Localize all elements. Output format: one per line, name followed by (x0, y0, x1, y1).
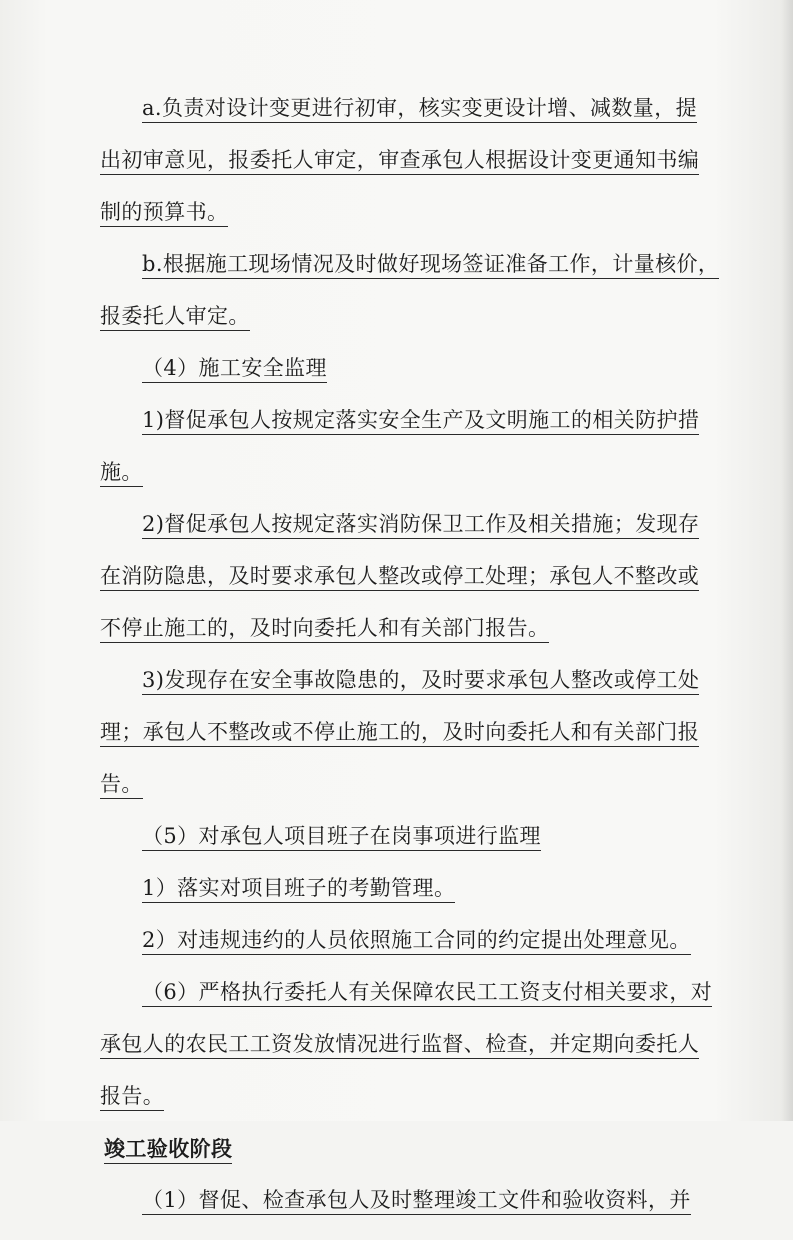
document-body (100, 96, 720, 1240)
page-edge-shadow (781, 0, 793, 1121)
line-text: 出初审意见，报委托人审定，审查承包人根据设计变更通知书编 (100, 148, 699, 175)
line-text: 1)督促承包人按规定落实安全生产及文明施工的相关防护措 (142, 408, 699, 435)
paragraph-line (100, 772, 688, 797)
line-text: 施。 (100, 460, 143, 487)
paragraph-line (100, 1188, 691, 1213)
line-text: 竣工验收阶段 (104, 1136, 232, 1164)
paragraph-line (100, 252, 720, 277)
line-text: 2）对违规违约的人员依照施工合同的约定提出处理意见。 (142, 928, 691, 955)
line-text: 承包人的农民工工资发放情况进行监督、检查，并定期向委托人 (100, 1032, 699, 1059)
paragraph-line (100, 876, 688, 901)
line-text: （6）严格执行委托人有关保障农民工工资支付相关要求，对 (142, 980, 712, 1007)
paragraph-line (100, 148, 700, 173)
line-text: 制的预算书。 (100, 200, 228, 227)
paragraph-line (100, 200, 688, 225)
paragraph-line (100, 408, 700, 433)
line-text: 理；承包人不整改或不停止施工的，及时向委托人和有关部门报 (100, 720, 699, 747)
stage-heading (100, 1136, 688, 1161)
paragraph-line (100, 1032, 700, 1057)
paragraph-line (100, 1084, 688, 1109)
line-text: 报告。 (100, 1084, 164, 1111)
line-text: （5）对承包人项目班子在岗事项进行监理 (142, 824, 541, 851)
line-text: 在消防隐患，及时要求承包人整改或停工处理；承包人不整改或 (100, 564, 699, 591)
paragraph-line (100, 928, 691, 953)
section-heading (100, 356, 688, 381)
section-heading (100, 824, 688, 849)
line-text: b.根据施工现场情况及时做好现场签证准备工作，计量核价， (142, 252, 719, 279)
line-text: 1）落实对项目班子的考勤管理。 (142, 876, 455, 903)
paragraph-line (100, 512, 700, 537)
line-text: 不停止施工的，及时向委托人和有关部门报告。 (100, 616, 549, 643)
paragraph-line (100, 980, 713, 1005)
paragraph-line (100, 564, 700, 589)
paragraph-line (100, 668, 700, 693)
line-text: 2)督促承包人按规定落实消防保卫工作及相关措施；发现存 (142, 512, 699, 539)
line-text: 3)发现存在安全事故隐患的，及时要求承包人整改或停工处 (142, 668, 699, 695)
line-text: （1）督促、检查承包人及时整理竣工文件和验收资料，并 (142, 1188, 691, 1215)
paragraph-line (100, 460, 688, 485)
paragraph-line (100, 96, 697, 121)
paragraph-line (100, 616, 688, 641)
paragraph-line (100, 304, 688, 329)
paragraph-line (100, 720, 700, 745)
line-text: a.负责对设计变更进行初审，核实变更设计增、减数量，提 (142, 96, 697, 123)
line-text: （4）施工安全监理 (142, 356, 327, 383)
line-text: 报委托人审定。 (100, 304, 250, 331)
line-text: 告。 (100, 772, 143, 799)
